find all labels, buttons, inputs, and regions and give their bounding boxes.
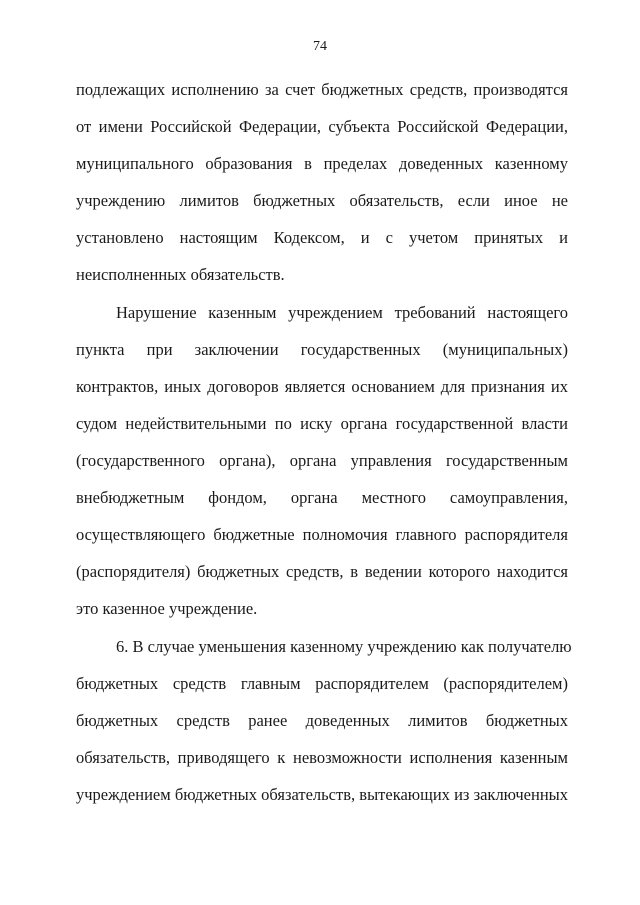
- text-line: муниципального образования в пределах доведенных казенному: [76, 154, 568, 173]
- text-line: (распорядителя) бюджетных средств, в ведении которого находится: [76, 562, 568, 581]
- text-line: неисполненных обязательств.: [76, 265, 285, 284]
- text-line: это казенное учреждение.: [76, 599, 258, 618]
- text-line: Нарушение казенным учреждением требований настоящего: [116, 303, 568, 322]
- text-line: подлежащих исполнению за счет бюджетных средств, производятся: [76, 80, 568, 99]
- text-line: (государственного органа), органа управления государственным: [76, 451, 568, 470]
- text-line: учреждением бюджетных обязательств, вытекающих из заключенных: [76, 785, 568, 804]
- text-line: бюджетных средств ранее доведенных лимитов бюджетных: [76, 711, 568, 730]
- text-line: установлено настоящим Кодексом, и с учетом принятых и: [76, 228, 568, 247]
- text-line: осуществляющего бюджетные полномочия главного распорядителя: [76, 525, 568, 544]
- page-number: 74: [313, 39, 327, 54]
- text-line: учреждению лимитов бюджетных обязательств, если иное не: [76, 191, 568, 210]
- text-line: внебюджетным фондом, органа местного самоуправления,: [76, 488, 568, 507]
- text-line: от имени Российской Федерации, субъекта Российской Федерации,: [76, 117, 568, 136]
- text-line: пункта при заключении государственных (муниципальных): [76, 340, 568, 359]
- text-line: судом недействительными по иску органа государственной власти: [76, 414, 568, 433]
- text-line: 6. В случае уменьшения казенному учреждению как получателю: [116, 637, 572, 656]
- text-line: бюджетных средств главным распорядителем (распорядителем): [76, 674, 568, 693]
- text-line: контрактов, иных договоров является основанием для признания их: [76, 377, 568, 396]
- text-line: обязательств, приводящего к невозможности исполнения казенным: [76, 748, 568, 767]
